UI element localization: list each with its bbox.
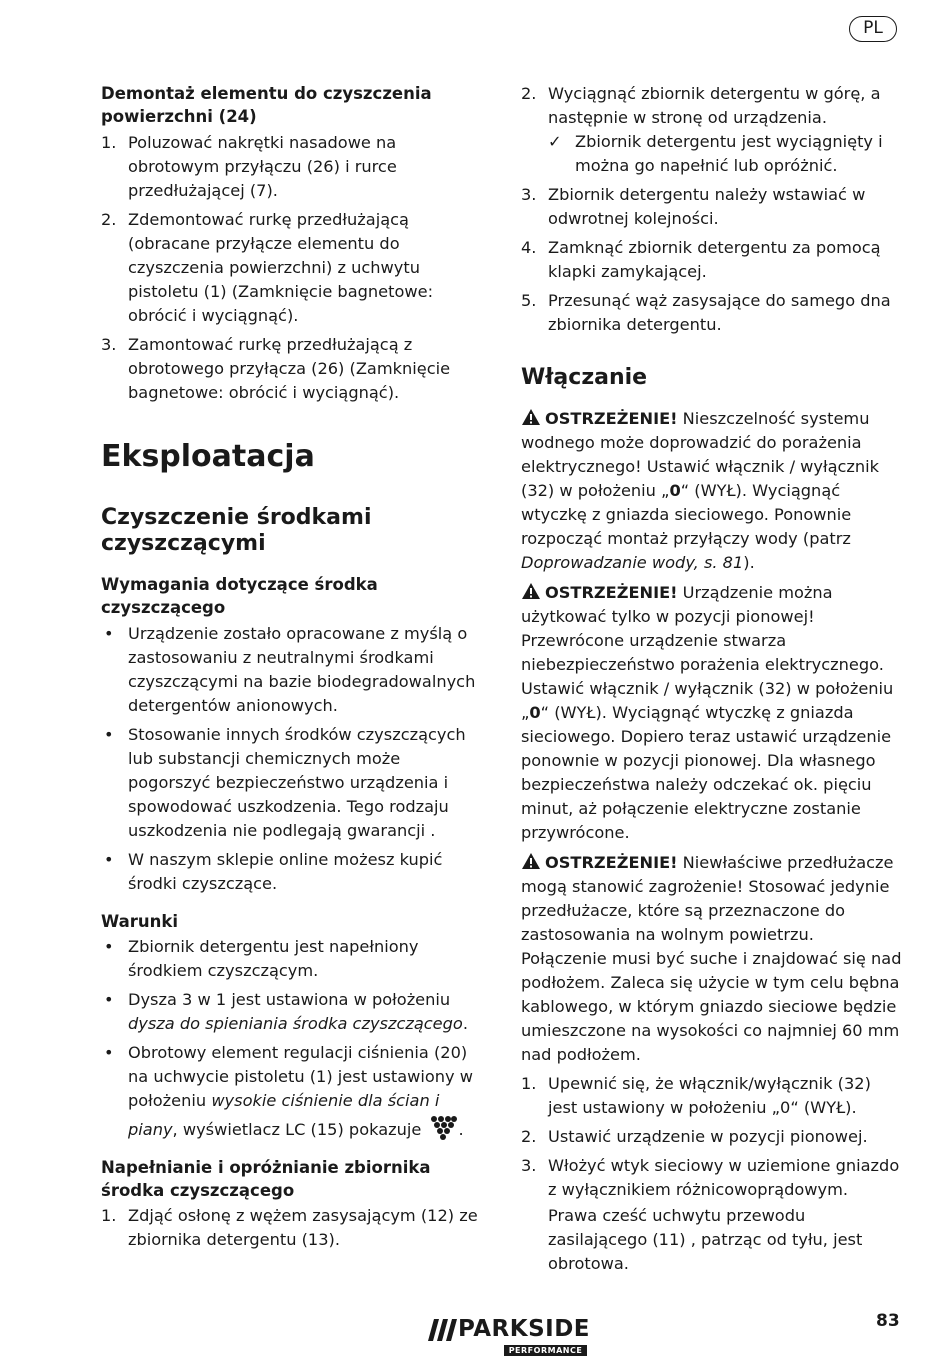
warunki-list bbox=[101, 935, 483, 1142]
list-item: 4. Zamknąć zbiornik detergentu za pomocą klapki zamykającej. bbox=[521, 238, 881, 281]
warning-block: OSTRZEŻENIE! Niewłaściwe przedłużacze mogą stanowić zagrożenie! Stosować jedynie przedłużacze, które są przeznaczone do zastosowania na wolnym powietrzu. Połączenie musi być suche i znajdować się nad podłożem. Zaleca się użycie w tym celu bębna kablowego, w którym gniazdo sieciowe będzie umieszczone na wysokości co najmniej 60 mm nad podłożem. bbox=[521, 853, 902, 1064]
list-item: 2. Ustawić urządzenie w pozycji pionowej. bbox=[521, 1127, 868, 1146]
list-item: 3. Zbiornik detergentu należy wstawiać w odwrotnej kolejności. bbox=[521, 185, 866, 228]
logo-stripes-icon bbox=[428, 1319, 458, 1343]
warning-icon bbox=[521, 408, 541, 426]
list-item: 1. Upewnić się, że włącznik/wyłącznik (32) jest ustawiony w położeniu „0“ (WYŁ). bbox=[521, 1074, 871, 1117]
parkside-logo bbox=[428, 1316, 591, 1358]
brand-name: PARKSIDE bbox=[458, 1316, 591, 1342]
napelnianie-steps bbox=[101, 1204, 483, 1252]
list-item: • Dysza 3 w 1 jest ustawiona w położeniu dysza do spieniania środka czyszczącego. bbox=[104, 990, 468, 1033]
result-check: ✓ Zbiornik detergentu jest wyciągnięty i można go napełnić lub opróżnić. bbox=[548, 132, 883, 175]
warning-block: OSTRZEŻENIE! Urządzenie można użytkować tylko w pozycji pionowej! Przewrócone urządzenie stwarza niebezpieczeństwo porażenia elektrycznego. Ustawić włącznik / wyłącznik (32) w położeniu „0“ (WYŁ). Wyciągnąć wtyczkę z gniazda sieciowego. Dopiero teraz ustawić urządzenie ponownie w pozycji pionowej. Dla własnego bezpieczeństwa należy odczekać ok. pięciu minut, aż połączenie elektryczne zostanie przywrócone. bbox=[521, 583, 894, 842]
subsection-title-czyszczenie: Czyszczenie środkami czyszczącymi bbox=[101, 505, 372, 556]
list-item: 5. Przesunąć wąż zasysające do samego dna zbiornika detergentu. bbox=[521, 291, 891, 334]
napelnianie-steps-continued bbox=[521, 82, 903, 130]
final-note: Prawa cześć uchwytu przewodu zasilającego (11) , patrząc od tyłu, jest obrotowa. bbox=[548, 1206, 863, 1273]
demontaz-steps bbox=[101, 131, 483, 405]
list-item: • W naszym sklepie online możesz kupić środki czyszczące. bbox=[104, 850, 443, 893]
list-item: • Stosowanie innych środków czyszczących lub substancji chemicznych może pogorszyć bezpieczeństwo urządzenia i spowodować uszkodzenia. Tego rodzaju uszkodzenia nie podlegają gwarancji . bbox=[104, 725, 466, 840]
check-icon: ✓ bbox=[548, 132, 562, 151]
list-item: 1. Poluzować nakrętki nasadowe na obrotowym przyłączu (26) i rurce przedłużającej (7). bbox=[101, 133, 397, 200]
foam-display-icon bbox=[428, 1113, 458, 1141]
list-item: 3. Włożyć wtyk sieciowy w uziemione gniazdo z wyłącznikiem różnicowoprądowym. bbox=[521, 1156, 900, 1199]
warning-icon bbox=[521, 582, 541, 600]
demontaz-heading: Demontaż elementu do czyszczenia powierzchni (24) bbox=[101, 84, 432, 126]
subsection-title-wlaczanie: Włączanie bbox=[521, 365, 648, 390]
wymagania-heading: Wymagania dotyczące środka czyszczącego bbox=[101, 575, 378, 617]
warning-block: OSTRZEŻENIE! Nieszczelność systemu wodnego może doprowadzić do porażenia elektrycznego! Ustawić włącznik / wyłącznik (32) w położeniu „0“ (WYŁ). Wyciągnąć wtyczkę z gniazda sieciowego. Ponownie rozpocząć montaż przyłączy wody (patrz Doprowadzanie wody, s. 81). bbox=[521, 409, 880, 572]
napelnianie-steps-more bbox=[521, 183, 903, 337]
napelnianie-heading: Napełnianie i opróżnianie zbiornika środka czyszczącego bbox=[101, 1158, 431, 1200]
right-column bbox=[521, 82, 903, 1276]
warunki-heading: Warunki bbox=[101, 912, 179, 931]
page-number: 83 bbox=[876, 1311, 900, 1331]
section-title-eksploatacja: Eksploatacja bbox=[101, 439, 315, 474]
wlaczanie-steps bbox=[521, 1072, 903, 1202]
list-item: • Obrotowy element regulacji ciśnienia (20) na uchwycie pistoletu (1) jest ustawiony w położeniu wysokie ciśnienie dla ścian i piany, wyświetlacz LC (15) pokazuje . bbox=[104, 1043, 474, 1139]
language-badge: PL bbox=[849, 16, 897, 42]
left-column bbox=[101, 82, 483, 1252]
warning-icon bbox=[521, 852, 541, 870]
list-item: • Zbiornik detergentu jest napełniony środkiem czyszczącym. bbox=[104, 937, 419, 980]
list-item: 2. Zdemontować rurkę przedłużającą (obracane przyłącze elementu do czyszczenia powierzchni) z uchwytu pistoletu (1) (Zamknięcie bagnetowe: obrócić i wyciągnąć). bbox=[101, 210, 434, 325]
wymagania-list bbox=[101, 622, 483, 896]
list-item: • Urządzenie zostało opracowane z myślą o zastosowaniu z neutralnymi środkami czyszczącymi na bazie biodegradowalnych detergentów anionowych. bbox=[104, 624, 476, 715]
brand-subtitle: PERFORMANCE bbox=[504, 1345, 587, 1356]
list-item: 1. Zdjąć osłonę z wężem zasysającym (12) ze zbiornika detergentu (13). bbox=[101, 1206, 478, 1249]
list-item: 2. Wyciągnąć zbiornik detergentu w górę, a następnie w stronę od urządzenia. bbox=[521, 84, 881, 127]
list-item: 3. Zamontować rurkę przedłużającą z obrotowego przyłącza (26) (Zamknięcie bagnetowe: obrócić i wyciągnąć). bbox=[101, 335, 451, 402]
